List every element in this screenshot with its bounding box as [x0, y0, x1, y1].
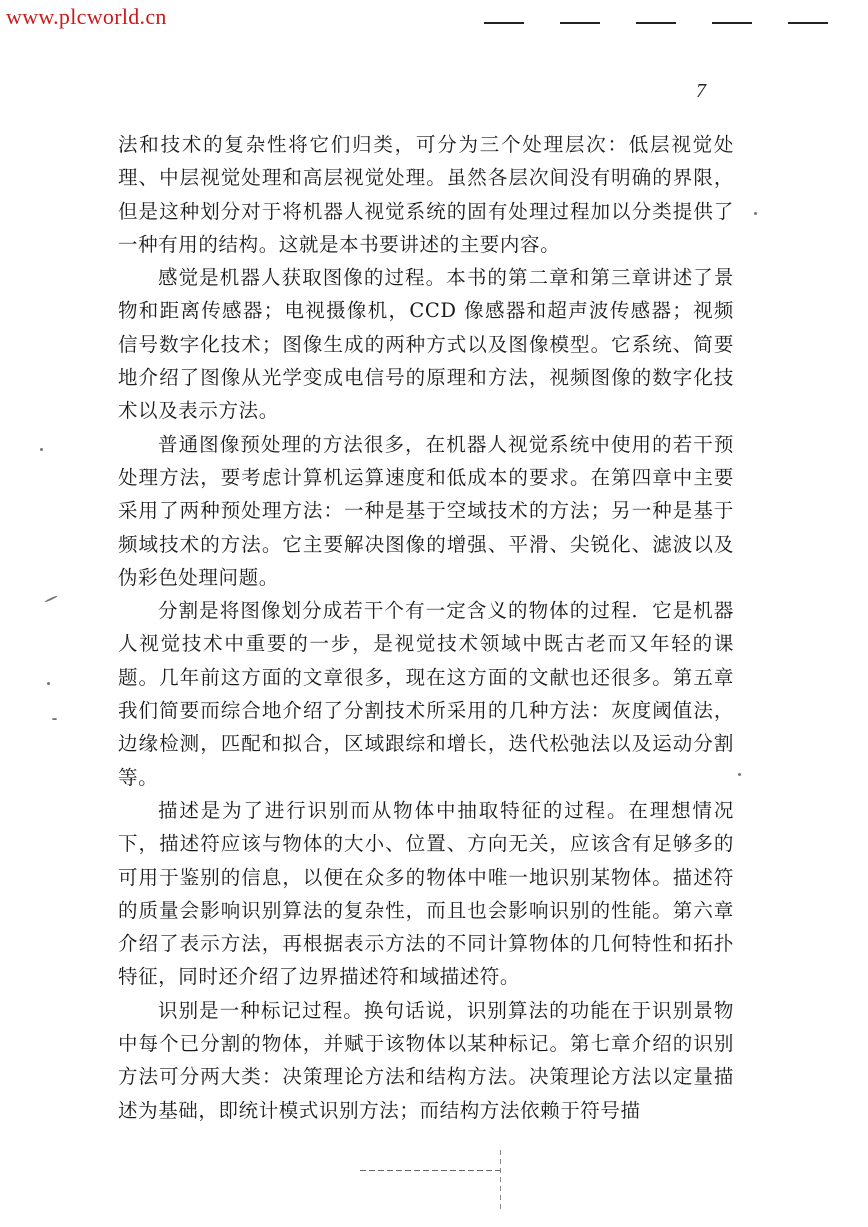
scan-speck [754, 212, 757, 215]
scan-speck [738, 773, 741, 776]
header-rule-segment [636, 22, 676, 24]
paragraph-description: 描述是为了进行识别而从物体中抽取特征的过程。在理想情况下，描述符应该与物体的大小、位置、方向无关，应该含有足够多的可用于鉴别的信息，以便在众多的物体中唯一地识别某物体。描述符的质量会影响识别算法的复杂性，而且也会影响识别的性能。第六章介绍了表示方法，再根据表示方法的不同计算物体的几何特性和拓扑特征，同时还介绍了边界描述符和域描述符。 [118, 798, 734, 989]
header-rule-segment [484, 22, 524, 24]
header-rule-segment [560, 22, 600, 24]
scan-speck [40, 448, 43, 451]
scan-artifact-line [360, 1170, 500, 1171]
paragraph-preprocessing: 普通图像预处理的方法很多，在机器人视觉系统中使用的若干预处理方法，要考虑计算机运算速度和低成本的要求。在第四章中主要采用了两种预处理方法：一种是基于空域技术的方法；另一种是基于频域技术的方法。它主要解决图像的增强、平滑、尖锐化、滤波以及伪彩色处理问题。 [118, 432, 734, 589]
paragraph-recognition: 识别是一种标记过程。换句话说，识别算法的功能在于识别景物中每个已分割的物体，并赋于该物体以某种标记。第七章介绍的识别方法可分两大类：决策理论方法和结构方法。决策理论方法以定量描述为基础，即统计模式识别方法；而结构方法依赖于符号描 [118, 998, 734, 1122]
scan-artifact-line [500, 1150, 501, 1210]
paragraph-continuation: 法和技术的复杂性将它们归类，可分为三个处理层次：低层视觉处理、中层视觉处理和高层视觉处理。虽然各层次间没有明确的界限，但是这种划分对于将机器人视觉系统的固有处理过程加以分类提供了一种有用的结构。这就是本书要讲述的主要内容。 [118, 133, 734, 256]
header-rule-segment [712, 22, 752, 24]
header-rule-segment [788, 22, 828, 24]
scan-speck [44, 595, 58, 603]
paragraph-sensing: 感觉是机器人获取图像的过程。本书的第二章和第三章讲述了景物和距离传感器；电视摄像机，CCD 像感器和超声波传感器；视频信号数字化技术；图像生成的两种方式以及图像模型。它系统、简要地介绍了图像从光学变成电信号的原理和方法，视频图像的数字化技术以及表示方法。 [118, 266, 734, 423]
page-number: 7 [696, 80, 706, 102]
scan-speck [47, 682, 50, 685]
paragraph-segmentation: 分割是将图像划分成若干个有一定含义的物体的过程．它是机器人视觉技术中重要的一步，是视觉技术领域中既古老而又年轻的课题。几年前这方面的文章很多，现在这方面的文献也还很多。第五章我们简要而综合地介绍了分割技术所采用的几种方法：灰度阈值法，边缘检测，匹配和拟合，区域跟综和增长，迭代松弛法以及运动分割等。 [118, 599, 734, 789]
scan-speck [52, 718, 57, 720]
body-text [118, 128, 734, 1127]
watermark-url: www.plcworld.cn [6, 4, 167, 29]
